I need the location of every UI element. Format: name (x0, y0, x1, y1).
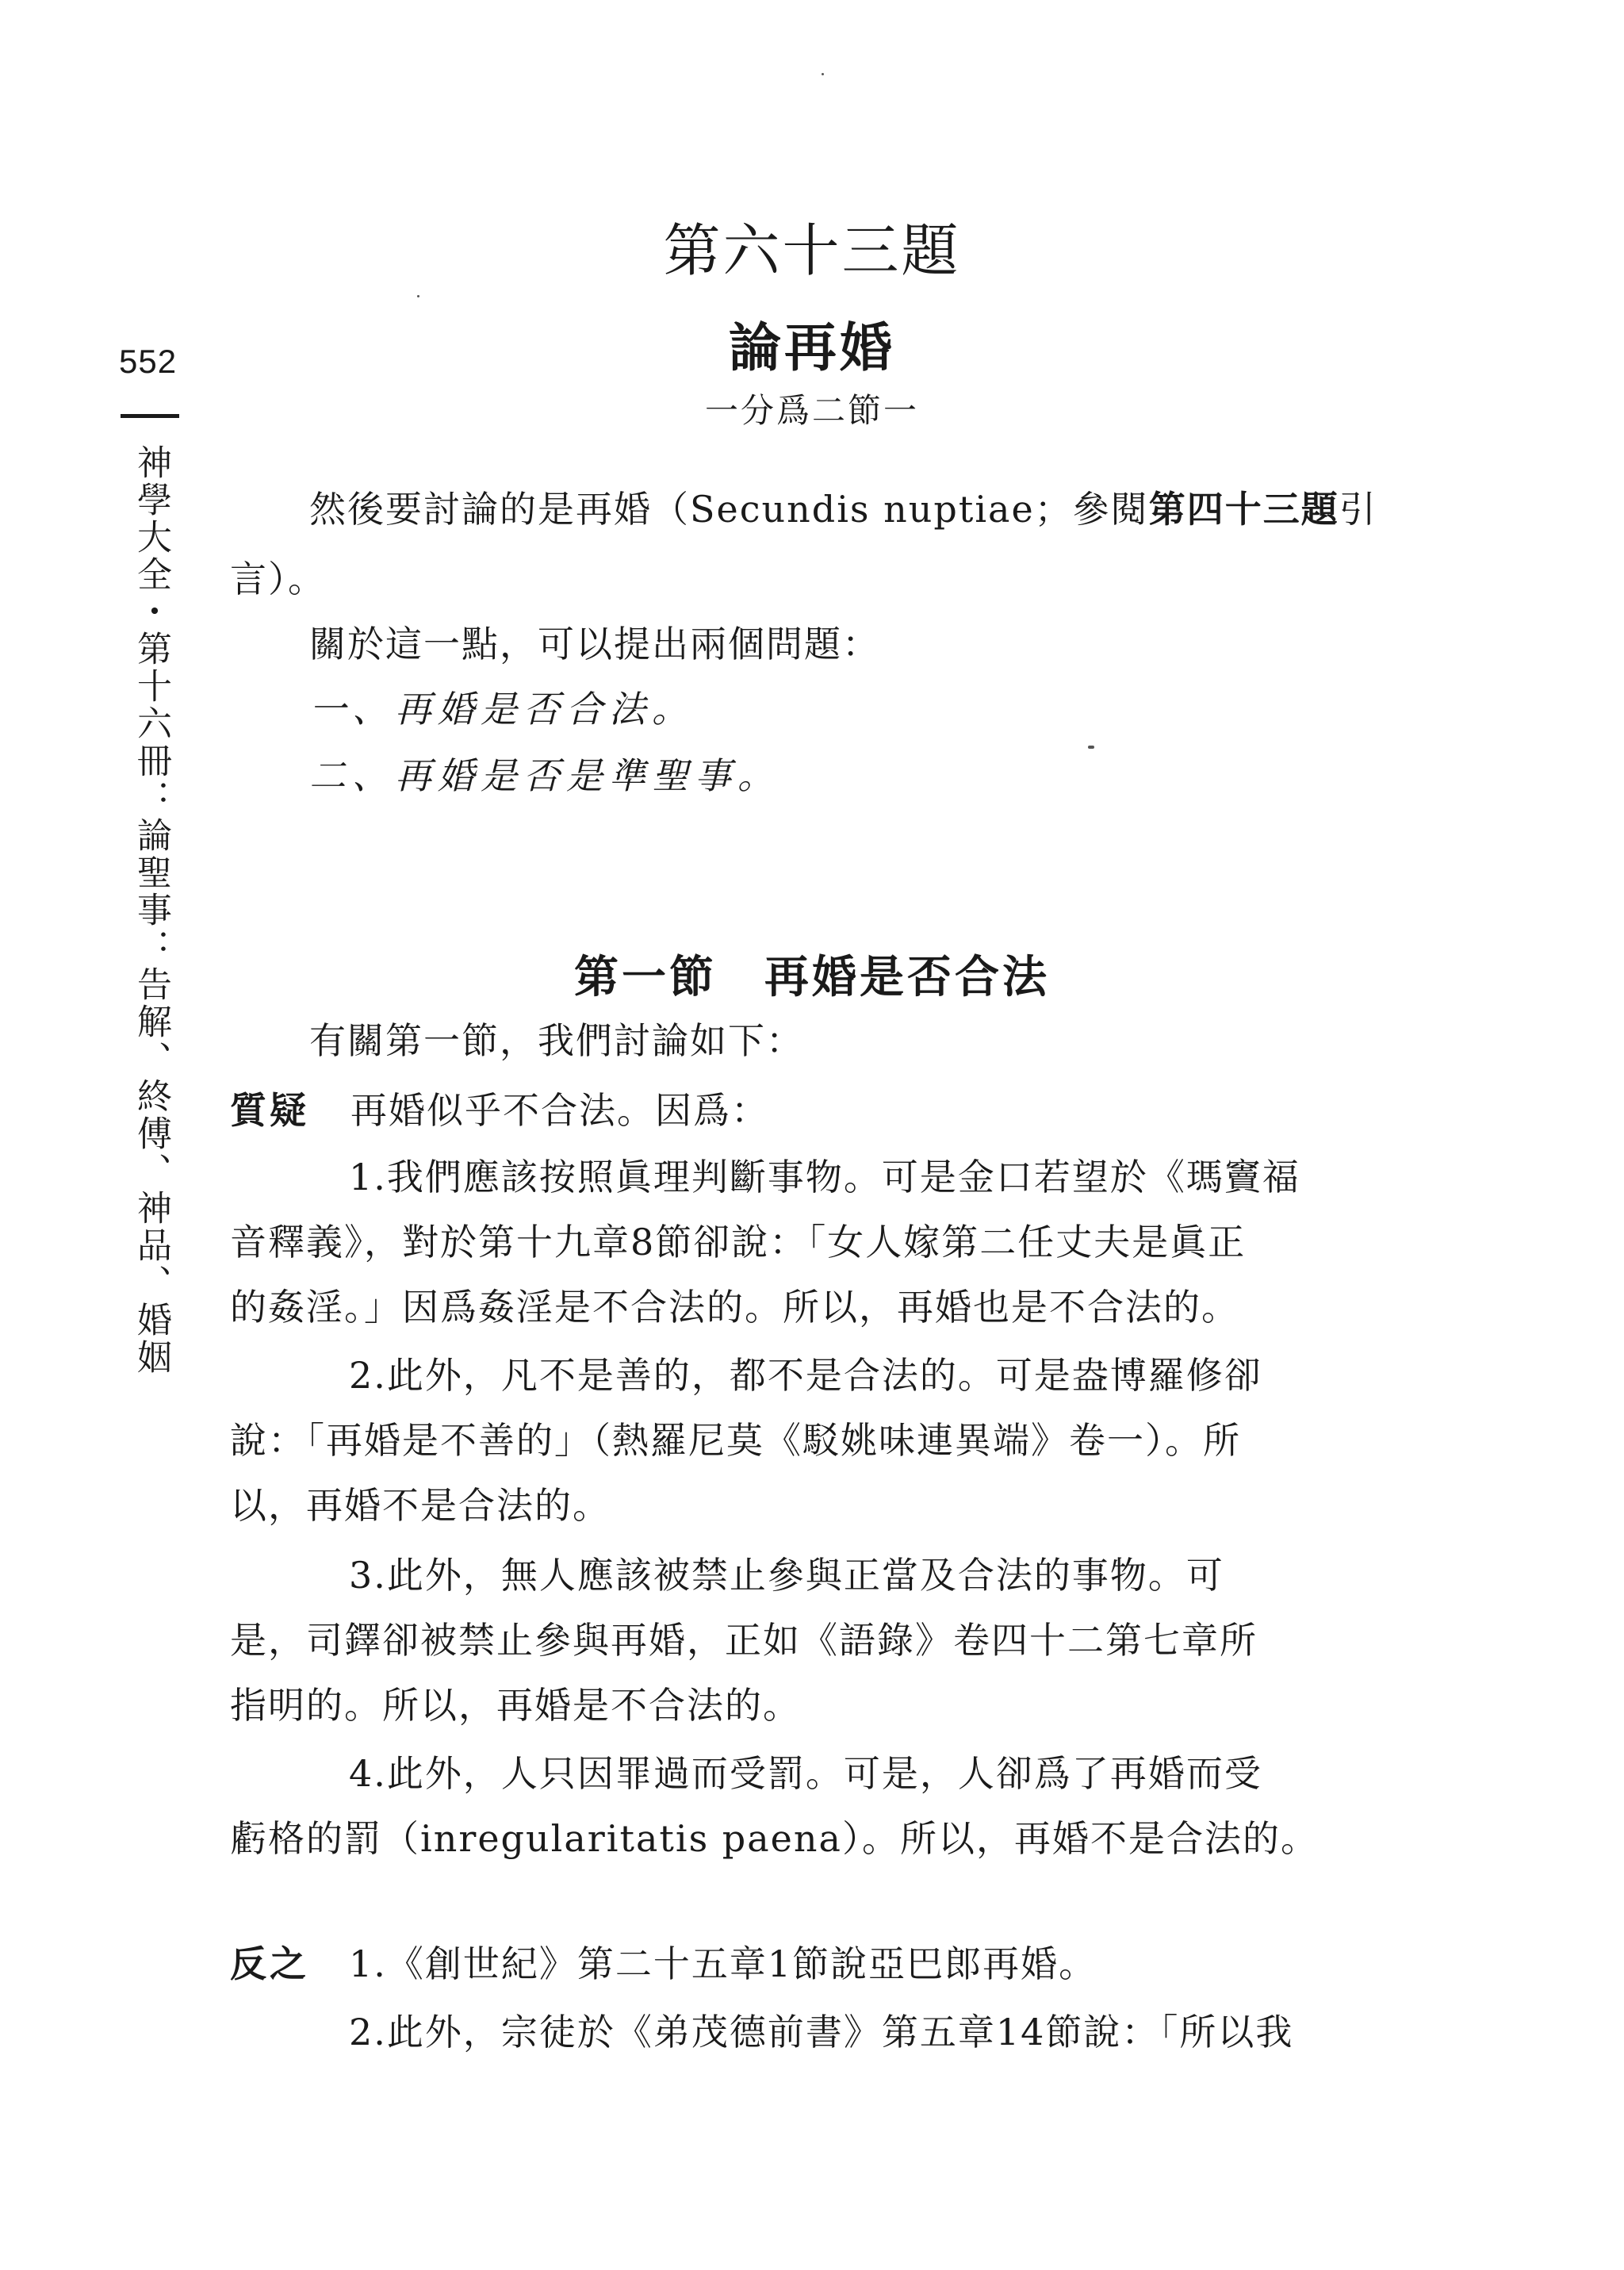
objection-line: 以，再婚不是合法的。 (230, 1484, 611, 1527)
contra-line: 2.此外，宗徒於《弟茂德前書》第五章14節說：「所以我 (349, 2011, 1294, 2053)
objection-label: 質疑 (230, 1089, 309, 1132)
intro-text: 然後要討論的是再婚（Secundis nuptiae；參閱 (309, 488, 1149, 531)
objection-line: 的姦淫。」因爲姦淫是不合法的。所以，再婚也是不合法的。 (230, 1286, 1239, 1329)
article-lead: 有關第一節，我們討論如下： (309, 1019, 804, 1062)
running-head: 神學大全・第十六冊：論聖事：告解、終傅、神品、婚姻 (131, 444, 171, 1376)
page-number: 552 (119, 343, 178, 380)
question-list-item: 二、再婚是否是準聖事。 (309, 754, 780, 797)
objection-line: 3.此外，無人應該被禁止參與正當及合法的事物。可 (349, 1554, 1224, 1597)
chapter-title: 第六十三題 (663, 217, 961, 284)
question-list-item: 一、再婚是否合法。 (309, 688, 695, 730)
contra-line: 1.《創世紀》第二十五章1節說亞巴郎再婚。 (349, 1942, 1097, 1985)
objection-line: 2.此外，凡不是善的，都不是合法的。可是盎博羅修卻 (349, 1354, 1262, 1397)
objection-line: 虧格的罰（inregularitatis paena）。所以，再婚不是合法的。 (230, 1817, 1319, 1860)
objection-line: 是，司鐸卻被禁止參與再婚，正如《語錄》卷四十二第七章所 (230, 1619, 1258, 1662)
scan-speck (822, 73, 824, 75)
cross-reference: 第四十三題 (1148, 488, 1339, 531)
objection-line: 1.我們應該按照眞理判斷事物。可是金口若望於《瑪竇福 (349, 1156, 1300, 1198)
intro-line: 言）。 (230, 558, 326, 600)
intro-line (309, 474, 1443, 544)
objection-line: 音釋義》，對於第十九章8節卻說：「女人嫁第二任丈夫是眞正 (230, 1221, 1247, 1263)
objection-intro: 再婚似乎不合法。因爲： (350, 1089, 769, 1132)
objection-line: 4.此外，人只因罪過而受罰。可是，人卻爲了再婚而受 (349, 1752, 1262, 1795)
article-title: 第一節 再婚是否合法 (574, 951, 1050, 1003)
intro-line: 關於這一點，可以提出兩個問題： (309, 623, 880, 665)
scan-speck (1088, 746, 1094, 749)
objection-line: 指明的。所以，再婚是不合法的。 (230, 1684, 801, 1727)
scan-speck (417, 295, 419, 297)
question-title: 論再婚 (729, 317, 895, 378)
objection-line: 說：「再婚是不善的」（熱羅尼莫《駁姚味連異端》卷一）。所 (230, 1419, 1241, 1462)
intro-text: 引 (1339, 488, 1377, 531)
contra-label: 反之 (230, 1942, 309, 1985)
division-note: 一分爲二節一 (704, 391, 919, 430)
